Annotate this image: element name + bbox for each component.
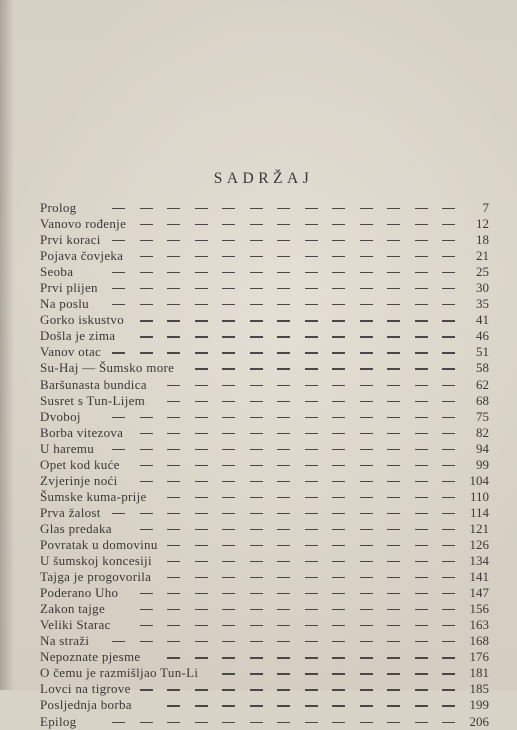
toc-entry-page: 168: [469, 633, 489, 649]
dash-leader: [40, 296, 467, 312]
toc-entry-title: U šumskoj koncesiji: [40, 553, 152, 569]
toc-entry-title: Baršunasta bundica: [40, 376, 147, 392]
toc-entry-title: Zakon tajge: [40, 601, 106, 617]
toc-entry-page: 199: [469, 697, 489, 713]
page-gutter-shadow: [0, 0, 14, 690]
toc-entry: [40, 649, 489, 665]
dash-leader: [40, 409, 467, 425]
toc-entry: [40, 377, 489, 393]
toc-entry-page: 147: [469, 585, 489, 601]
toc-entry-page: 181: [469, 665, 489, 681]
dash-leader: [40, 200, 467, 216]
toc-entry-page: 21: [476, 248, 489, 264]
toc-entry-page: 12: [476, 216, 489, 232]
toc-entry: [40, 296, 489, 312]
toc-entry: [40, 505, 489, 521]
dash-leader: [40, 505, 467, 521]
toc-entry-title: Glas predaka: [40, 520, 112, 536]
toc-entry: [40, 409, 489, 425]
toc-entry-title: Gorko iskustvo: [40, 312, 125, 328]
toc-entry: [40, 473, 489, 489]
toc-entry-title: Tajga je progovorila: [40, 569, 152, 585]
dash-leader: [40, 344, 467, 360]
toc-entry: [40, 537, 489, 553]
toc-entry-page: 18: [476, 232, 489, 248]
toc-entry: [40, 232, 489, 248]
toc-entry-page: 41: [476, 312, 489, 328]
toc-entry-title: Prva žalost: [40, 504, 101, 520]
toc-entry-page: 82: [476, 424, 489, 440]
toc-entry: [40, 714, 489, 730]
table-of-contents: [40, 200, 489, 730]
toc-entry-title: Povratak u domovinu: [40, 536, 158, 552]
toc-entry-page: 141: [469, 569, 489, 585]
toc-entry: [40, 328, 489, 344]
toc-entry-page: 75: [476, 408, 489, 424]
toc-entry-page: 25: [476, 264, 489, 280]
dash-leader: [40, 633, 467, 649]
toc-entry-title: Vanov otac: [40, 344, 102, 360]
toc-entry-page: 176: [469, 649, 489, 665]
toc-entry: [40, 280, 489, 296]
toc-entry: [40, 585, 489, 601]
toc-entry-title: Susret s Tun-Lijem: [40, 392, 146, 408]
toc-entry: [40, 425, 489, 441]
toc-entry-page: 185: [469, 681, 489, 697]
toc-entry-title: Prolog: [40, 200, 77, 215]
toc-entry: [40, 200, 489, 216]
toc-entry-title: Opet kod kuće: [40, 456, 120, 472]
toc-entry-title: Zvjerinje noći: [40, 472, 118, 488]
toc-entry: [40, 489, 489, 505]
toc-entry-title: Prvi koraci: [40, 232, 101, 248]
toc-entry: [40, 344, 489, 360]
toc-entry-page: 110: [469, 488, 489, 504]
toc-entry: [40, 569, 489, 585]
toc-entry-page: 163: [469, 617, 489, 633]
toc-entry: [40, 665, 489, 681]
toc-entry-title: O čemu je razmišljao Tun-Li: [40, 665, 199, 681]
toc-entry: [40, 360, 489, 376]
toc-entry-page: 99: [476, 456, 489, 472]
toc-entry: [40, 393, 489, 409]
dash-leader: [40, 264, 467, 280]
toc-entry: [40, 633, 489, 649]
toc-entry-title: Došla je zima: [40, 328, 116, 344]
toc-entry-title: Šumske kuma-prije: [40, 488, 147, 504]
toc-entry-title: Pojava čovjeka: [40, 248, 124, 264]
toc-entry: [40, 697, 489, 713]
toc-entry-page: 58: [476, 360, 489, 376]
toc-entry-page: 7: [482, 200, 489, 215]
toc-entry-title: Na poslu: [40, 296, 89, 312]
dash-leader: [40, 280, 467, 296]
toc-entry-title: U haremu: [40, 440, 95, 456]
toc-entry-title: Su-Haj — Šumsko more: [40, 360, 175, 376]
toc-entry-page: 206: [469, 713, 489, 729]
toc-entry-page: 46: [476, 328, 489, 344]
dash-leader: [40, 441, 467, 457]
toc-entry: [40, 216, 489, 232]
toc-entry: [40, 457, 489, 473]
toc-entry-page: 126: [469, 536, 489, 552]
toc-entry-page: 134: [469, 553, 489, 569]
toc-entry-title: Posljednja borba: [40, 697, 132, 713]
toc-entry-title: Dvoboj: [40, 408, 81, 424]
toc-entry: [40, 617, 489, 633]
dash-leader: [40, 232, 467, 248]
dash-leader: [40, 714, 467, 730]
toc-entry-title: Seoba: [40, 264, 74, 280]
page-title: SADRŽAJ: [213, 170, 314, 187]
toc-entry-page: 114: [469, 504, 489, 520]
toc-entry: [40, 264, 489, 280]
toc-entry-page: 104: [469, 472, 489, 488]
toc-entry-page: 156: [469, 601, 489, 617]
toc-entry-page: 121: [469, 520, 489, 536]
toc-entry: [40, 601, 489, 617]
toc-entry-page: 62: [476, 376, 489, 392]
toc-entry-title: Lovci na tigrove: [40, 681, 131, 697]
toc-entry-title: Veliki Starac: [40, 617, 111, 633]
toc-entry: [40, 248, 489, 264]
toc-entry-title: Epilog: [40, 713, 77, 729]
toc-entry: [40, 521, 489, 537]
toc-entry-title: Borba vitezova: [40, 424, 124, 440]
toc-entry: [40, 681, 489, 697]
toc-entry: [40, 441, 489, 457]
toc-entry-title: Poderano Uho: [40, 585, 119, 601]
toc-entry-page: 68: [476, 392, 489, 408]
toc-entry: [40, 312, 489, 328]
toc-entry-page: 94: [476, 440, 489, 456]
toc-entry-title: Na straži: [40, 633, 90, 649]
toc-entry-title: Vanovo rođenje: [40, 216, 127, 232]
toc-entry-page: 30: [476, 280, 489, 296]
toc-entry-page: 35: [476, 296, 489, 312]
toc-entry-page: 51: [476, 344, 489, 360]
toc-entry: [40, 553, 489, 569]
toc-entry-title: Nepoznate pjesme: [40, 649, 141, 665]
toc-entry-title: Prvi plijen: [40, 280, 98, 296]
